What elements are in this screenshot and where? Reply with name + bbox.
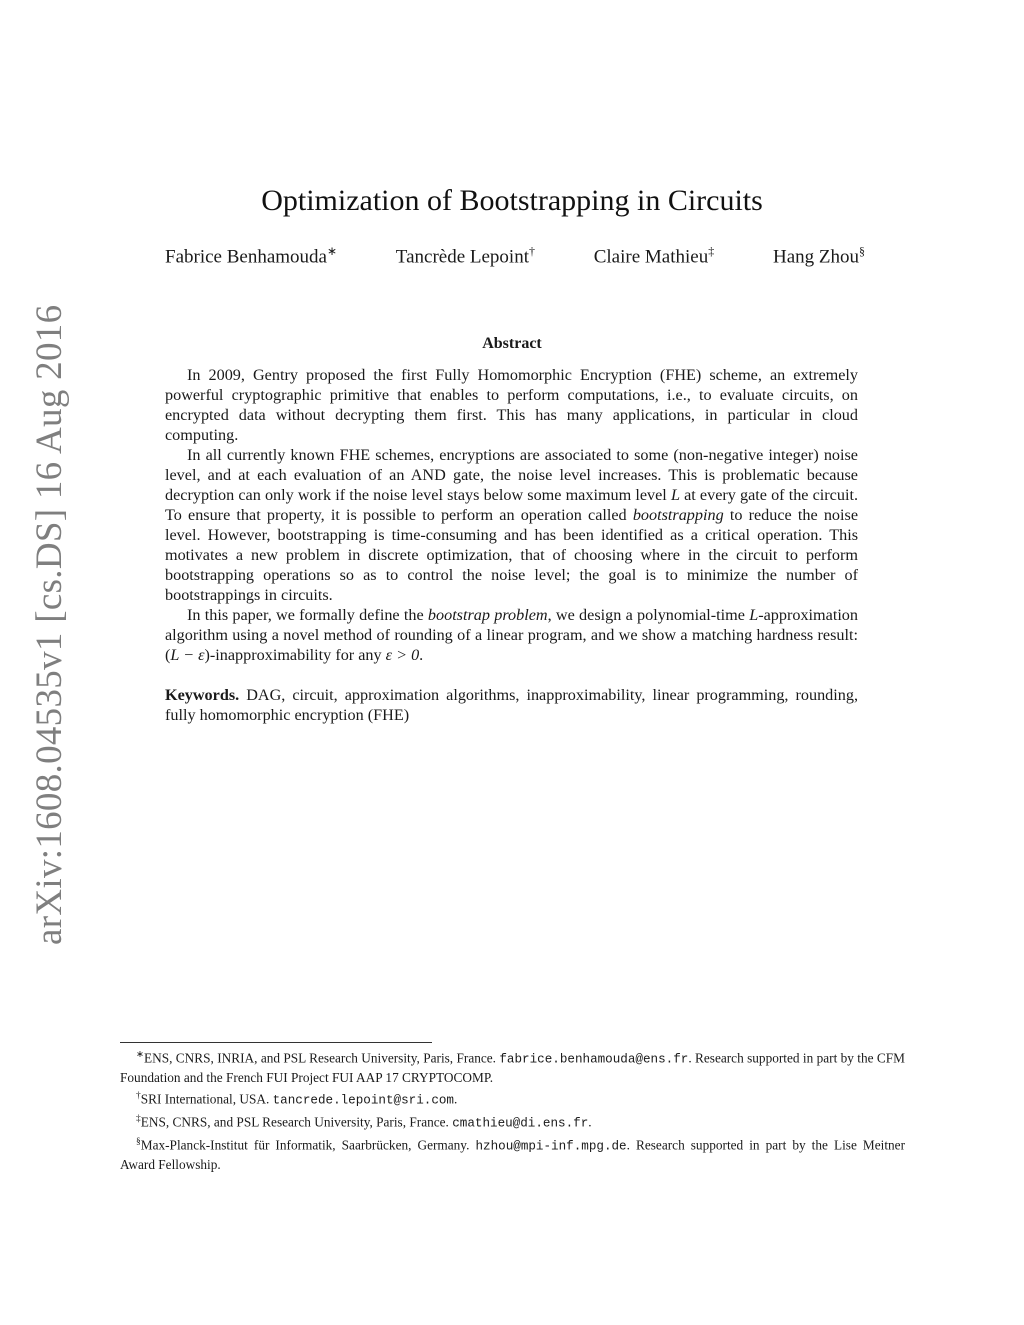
paper-title: Optimization of Bootstrapping in Circuits [261,184,763,217]
footnote-mark: ∗ [326,244,338,258]
author-name: Fabrice Benhamouda [165,246,327,268]
math-expression: ε > 0 [385,646,420,664]
email-link[interactable]: fabrice.benhamouda@ens.fr [499,1052,689,1067]
author [594,244,715,268]
footnote: ‡ENS, CNRS, and PSL Research University, Paris, France. cmathieu@di.ens.fr. [136,1114,592,1131]
footnote: ∗ENS, CNRS, INRIA, and PSL Research University, Paris, France. fabrice.benhamouda@ens.fr. Research supported in part by the CFM Foundation and the French FUI Project FUI AAP 17 CRYPTOCOMP. [120,1050,905,1085]
author [396,244,535,268]
abstract-body [165,365,858,665]
footnote-mark: § [859,244,865,258]
author [773,244,865,268]
footnote: †SRI International, USA. tancrede.lepoint@sri.com. [136,1091,458,1108]
email-link[interactable]: cmathieu@di.ens.fr [452,1116,589,1131]
math-expression: L − ε [170,646,205,664]
math-variable: L [749,606,759,624]
abstract-paragraph: In this paper, we formally define the bootstrap problem, we design a polynomial-time L-approximation algorithm using a novel method of rounding of a linear program, and we show a matching hardness result: (L − ε)-inapproximability for any ε > 0. [165,606,858,664]
math-variable: L [670,486,680,504]
abstract-paragraph: In 2009, Gentry proposed the first Fully Homomorphic Encryption (FHE) scheme, an extremely powerful cryptographic primitive that enables to perform computations, i.e., to evaluate circuits, on encrypted data without decrypting them first. This has many applications, in particular in cloud computing. [165,366,858,444]
emphasized-term: bootstrap problem [427,606,548,624]
arxiv-identifier-stamp: arXiv:1608.04535v1 [cs.DS] 16 Aug 2016 [29,304,70,945]
author [165,244,337,268]
footnotes [120,1046,905,1175]
author-list [165,244,865,268]
abstract-heading: Abstract [482,335,542,352]
keywords-label: Keywords. [165,686,240,704]
footnote-mark: ‡ [708,244,715,258]
author-name: Tancrède Lepoint [395,246,529,268]
email-link[interactable]: hzhou@mpi-inf.mpg.de [475,1139,627,1154]
footnote: §Max-Planck-Institut für Informatik, Saarbrücken, Germany. hzhou@mpi-inf.mpg.de. Research supported in part by the Lise Meitner Award Fellowship. [120,1137,905,1173]
keywords-text: DAG, circuit, approximation algorithms, inapproximability, linear programming, rounding, fully homomorphic encryption (FHE) [165,686,858,724]
author-name: Claire Mathieu [593,246,709,268]
abstract-paragraph: In all currently known FHE schemes, encryptions are associated to some (non-negative integer) noise level, and at each evaluation of an AND gate, the noise level increases. This is problematic because decryption can only work if the noise level stays below some maximum level L at every gate of the circuit. To ensure that property, it is possible to perform an operation called bootstrapping to reduce the noise level. However, bootstrapping is time-consuming and has been identified as a critical operation. This motivates a new problem in discrete optimization, that of choosing where in the circuit to perform bootstrapping operations so as to control the noise level; the goal is to minimize the number of bootstrappings in circuits. [165,446,859,604]
email-link[interactable]: tancrede.lepoint@sri.com [272,1093,454,1108]
footnote-mark: † [528,244,535,258]
footnote-divider [120,1042,432,1043]
emphasized-term: bootstrapping [632,506,724,524]
keywords [165,685,858,725]
author-name: Hang Zhou [772,246,859,268]
